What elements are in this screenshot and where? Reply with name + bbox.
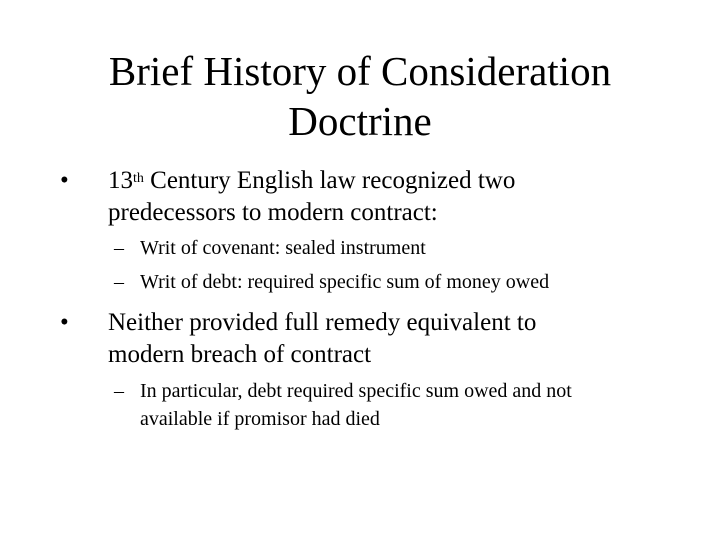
bullet-text-line2: modern breach of contract <box>108 341 372 368</box>
slide-title-line2: Doctrine <box>288 98 432 144</box>
sub-bullet-text-line1: In particular, debt required specific sum owed and not <box>140 380 572 402</box>
bullet-text-line2: predecessors to modern contract: <box>108 199 438 226</box>
sub-bullet-text-line2: available if promisor had died <box>140 408 380 430</box>
ordinal-number: 13 <box>108 167 133 194</box>
sub-bullet-text: Writ of covenant: sealed instrument <box>140 237 426 259</box>
sub-bullet-marker: – <box>114 271 124 293</box>
bullet-marker: • <box>60 309 69 336</box>
bullet-text-line1 <box>108 166 668 196</box>
bullet-marker: • <box>60 167 69 194</box>
bullet-text-rest: Century English law recognized two <box>143 167 516 194</box>
sub-bullet-marker: – <box>114 380 124 402</box>
slide-title-line1: Brief History of Consideration <box>108 48 612 94</box>
bullet-text-line1: Neither provided full remedy equivalent to <box>108 309 537 336</box>
sub-bullet-marker: – <box>114 237 124 259</box>
sub-bullet-text: Writ of debt: required specific sum of money owed <box>140 271 550 293</box>
slide-title <box>60 46 660 146</box>
ordinal-suffix: th <box>133 171 144 186</box>
